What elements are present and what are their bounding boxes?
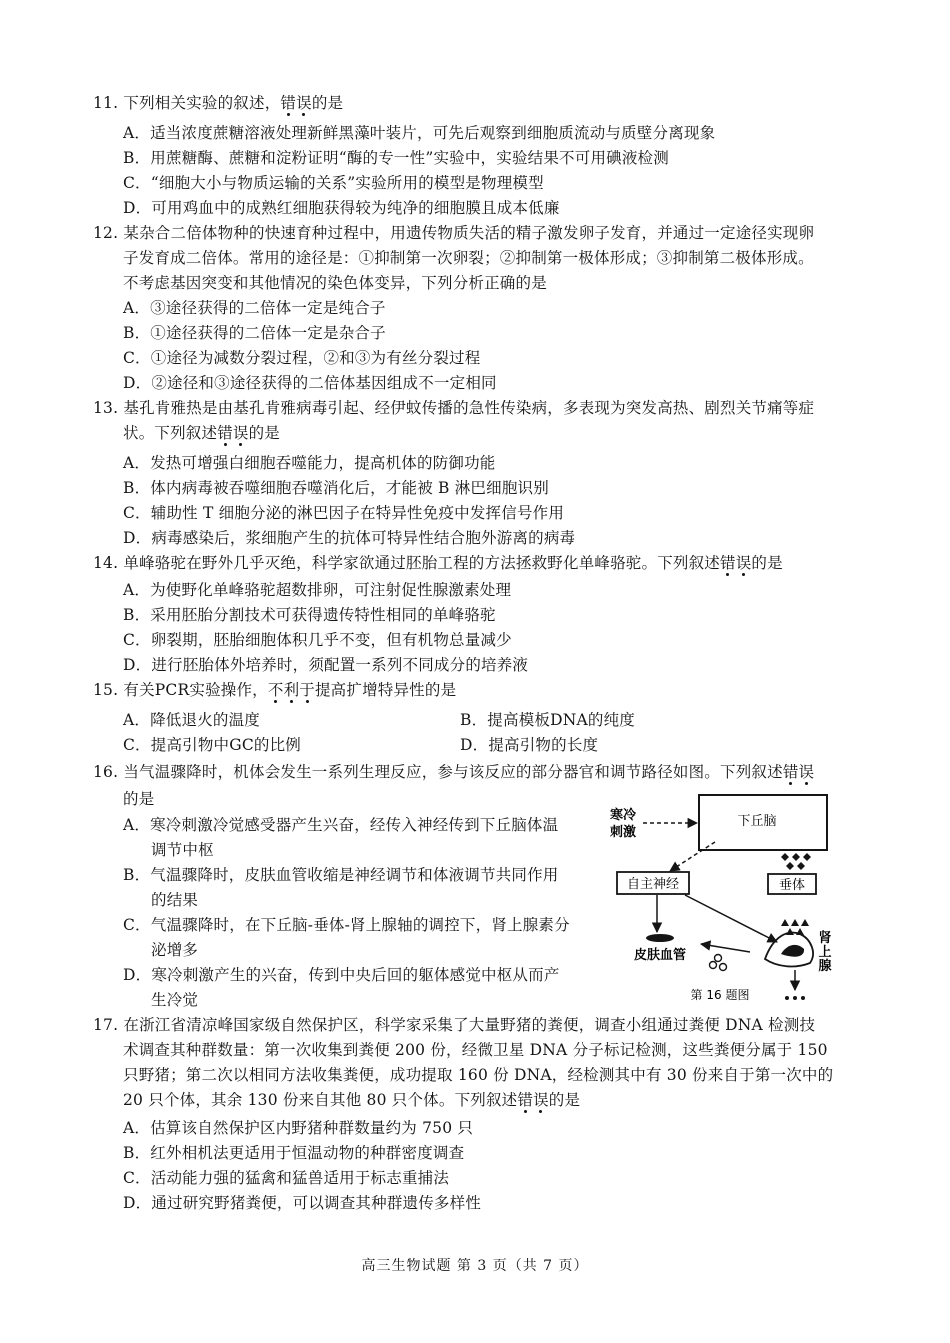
q14-number: 14. bbox=[93, 554, 119, 572]
q15-option-c: C．提高引物中GC的比例 bbox=[123, 736, 302, 754]
q17-stem-line-2: 术调查其种群数量：第一次收集到粪便 200 份，经微卫星 DNA 分子标记检测，这些粪便分属于 150 bbox=[123, 1041, 828, 1059]
skin-vessel-label: 皮肤血管 bbox=[633, 948, 687, 963]
q12-number: 12. bbox=[93, 224, 119, 242]
q12-stem-text-1: 某杂合二倍体物种的快速育种过程中，用遗传物质失活的精子激发卵子发育，并通过一定途径实现卵 bbox=[123, 224, 815, 242]
autonomic-label: 自主神经 bbox=[626, 877, 680, 892]
svg-text:上: 上 bbox=[818, 945, 832, 960]
q17-option-b: B．红外相机法更适用于恒温动物的种群密度调查 bbox=[123, 1144, 465, 1162]
q14-option-a: A．为使野化单峰骆驼超数排卵，可注射促性腺激素处理 bbox=[123, 581, 512, 599]
q14-stem-text: 单峰骆驼在野外几乎灭绝，科学家欲通过胚胎工程的方法拯救野化单峰骆驼。下列叙述 bbox=[123, 554, 721, 572]
q16-stem-text-1: 当气温骤降时，机体会发生一系列生理反应，参与该反应的部分器官和调节路径如图。下列叙述 bbox=[123, 763, 783, 781]
q13-option-c: C．辅助性 T 细胞分泌的淋巴因子在特异性免疫中发挥信号作用 bbox=[123, 504, 565, 522]
q17-stem-line-1 bbox=[93, 1013, 815, 1038]
q12-option-d: D．②途径和③途径获得的二倍体基因组成不一定相同 bbox=[123, 374, 497, 392]
figure-caption: 第 16 题图 bbox=[690, 988, 750, 1002]
skin-vessel-shape bbox=[646, 934, 674, 942]
hormone-circles bbox=[710, 955, 727, 971]
svg-text:腺: 腺 bbox=[818, 959, 832, 974]
adrenal-label bbox=[818, 930, 831, 974]
q16-option-a-line-1: A．寒冷刺激冷觉感受器产生兴奋，经传入神经传到下丘脑体温 bbox=[123, 816, 559, 834]
q14-option-d: D．进行胚胎体外培养时，须配置一系列不同成分的培养液 bbox=[123, 656, 529, 674]
q16-option-b-line-1: B．气温骤降时，皮肤血管收缩是神经调节和体液调节共同作用 bbox=[123, 866, 559, 884]
q17-stem-line-3: 只野猪；第二次以相同方法收集粪便，成功提取 160 份 DNA，经检测其中有 30 份来自于第一次中的 bbox=[123, 1066, 834, 1084]
q16-option-c-line-2: 泌增多 bbox=[151, 941, 199, 959]
output-dots bbox=[785, 996, 805, 1000]
q13-stem-text-1: 基孔肯雅热是由基孔肯雅病毒引起、经伊蚊传播的急性传染病，多表现为突发高热、剧烈关节痛等症 bbox=[123, 399, 815, 417]
q17-option-c: C．活动能力强的猛禽和猛兽适用于标志重捕法 bbox=[123, 1169, 450, 1187]
q17-number: 17. bbox=[93, 1016, 119, 1034]
q15-number: 15. bbox=[93, 681, 119, 699]
page-footer: 高三生物试题 第 3 页（共 7 页） bbox=[361, 1258, 589, 1274]
q12-stem-line-3: 不考虑基因突变和其他情况的染色体变异，下列分析正确的是 bbox=[123, 274, 547, 292]
q12-option-c: C．①途径为减数分裂过程，②和③为有丝分裂过程 bbox=[123, 349, 481, 367]
q11-emphasis: 错误 bbox=[280, 94, 312, 112]
q11-option-b: B．用蔗糖酶、蔗糖和淀粉证明“酶的专一性”实验中，实验结果不可用碘液检测 bbox=[123, 149, 669, 167]
q17-stem-end: 的是 bbox=[548, 1091, 581, 1109]
q15-option-b: B．提高模板DNA的纯度 bbox=[460, 711, 635, 729]
q13-stem-line-1 bbox=[93, 396, 814, 421]
q11-stem bbox=[93, 91, 343, 116]
q17-option-d: D．通过研究野猪粪便，可以调查其种群遗传多样性 bbox=[123, 1194, 482, 1212]
q14-emphasis: 错误 bbox=[720, 554, 752, 572]
q16-figure bbox=[605, 787, 865, 1009]
q12-stem-line-2: 子发育成二倍体。常用的途径是：①抑制第一次卵裂；②抑制第一极体形成；③抑制第二极体形成。 bbox=[123, 249, 814, 267]
q14-option-b: B．采用胚胎分割技术可获得遗传特性相同的单峰骆驼 bbox=[123, 606, 496, 624]
q13-stem-end: 的是 bbox=[248, 424, 281, 442]
q13-stem-text-2: 状。下列叙述 bbox=[123, 424, 218, 442]
q13-emphasis: 错误 bbox=[217, 424, 249, 442]
q16-option-a-line-2: 调节中枢 bbox=[151, 841, 214, 859]
q16-option-d-line-1: D．寒冷刺激产生的兴奋，传到中央后回的躯体感觉中枢从而产 bbox=[123, 966, 560, 984]
q15-stem-end: 提高扩增特异性的是 bbox=[314, 681, 457, 699]
q11-stem-end: 的是 bbox=[311, 94, 344, 112]
q17-option-a: A．估算该自然保护区内野猪种群数量约为 750 只 bbox=[123, 1119, 474, 1137]
q11-number: 11. bbox=[93, 94, 119, 112]
q16-option-c-line-1: C．气温骤降时，在下丘脑-垂体-肾上腺轴的调控下，肾上腺素分 bbox=[123, 916, 570, 934]
q17-emphasis: 错误 bbox=[517, 1091, 549, 1109]
q17-stem-text-4: 20 只个体，其余 130 份来自其他 80 只个体。下列叙述 bbox=[123, 1091, 518, 1109]
q13-option-d: D．病毒感染后，浆细胞产生的抗体可特异性结合胞外游离的病毒 bbox=[123, 529, 576, 547]
q11-option-d: D．可用鸡血中的成熟红细胞获得较为纯净的细胞膜且成本低廉 bbox=[123, 199, 560, 217]
q14-stem bbox=[93, 551, 783, 576]
q16-stem-line-1 bbox=[93, 760, 814, 785]
q15-stem-text: 有关PCR实验操作， bbox=[123, 681, 268, 699]
q17-stem-text-1: 在浙江省清凉峰国家级自然保护区，科学家采集了大量野猪的粪便，调查小组通过粪便 DNA 检测技 bbox=[123, 1016, 816, 1034]
q17-stem-line-4 bbox=[123, 1088, 580, 1113]
adrenal-to-vessel-arrow bbox=[701, 944, 750, 952]
q15-emphasis: 不利于 bbox=[267, 681, 315, 699]
hypothalamus-to-autonomic-arrow bbox=[670, 842, 715, 871]
q16-stem-line-2: 的是 bbox=[123, 790, 155, 808]
q12-stem-line-1 bbox=[93, 221, 814, 246]
q13-option-b: B．体内病毒被吞噬细胞吞噬消化后，才能被 B 淋巴细胞识别 bbox=[123, 479, 549, 497]
q13-option-a: A．发热可增强白细胞吞噬能力，提高机体的防御功能 bbox=[123, 454, 496, 472]
q15-option-d: D．提高引物的长度 bbox=[460, 736, 599, 754]
q16-emphasis: 错误 bbox=[782, 763, 815, 781]
q15-option-a: A．降低退火的温度 bbox=[123, 711, 260, 729]
hormone-diamonds bbox=[781, 853, 811, 870]
svg-text:肾: 肾 bbox=[818, 931, 832, 946]
q13-stem-line-2 bbox=[123, 421, 280, 446]
q11-option-a: A．适当浓度蔗糖溶液处理新鲜黑藻叶装片，可先后观察到细胞质流动与质壁分离现象 bbox=[123, 124, 716, 142]
stimulus-label-2: 刺激 bbox=[609, 825, 637, 840]
stimulus-label-1: 寒冷 bbox=[609, 808, 637, 823]
autonomic-to-adrenal-arrow bbox=[685, 895, 777, 942]
q14-stem-end: 的是 bbox=[751, 554, 783, 572]
q11-option-c: C．“细胞大小与物质运输的关系”实验所用的模型是物理模型 bbox=[123, 174, 544, 192]
hypothalamus-label: 下丘脑 bbox=[737, 814, 777, 829]
q15-stem bbox=[93, 678, 456, 703]
pituitary-label: 垂体 bbox=[778, 878, 806, 893]
q14-option-c: C．卵裂期，胚胎细胞体积几乎不变，但有机物总量减少 bbox=[123, 631, 512, 649]
q12-option-b: B．①途径获得的二倍体一定是杂合子 bbox=[123, 324, 386, 342]
q13-number: 13. bbox=[93, 399, 119, 417]
q12-option-a: A．③途径获得的二倍体一定是纯合子 bbox=[123, 299, 386, 317]
q16-number: 16. bbox=[93, 763, 119, 781]
q16-option-b-line-2: 的结果 bbox=[151, 891, 199, 909]
q11-stem-text: 下列相关实验的叙述， bbox=[123, 94, 281, 112]
q16-option-d-line-2: 生冷觉 bbox=[151, 991, 199, 1009]
